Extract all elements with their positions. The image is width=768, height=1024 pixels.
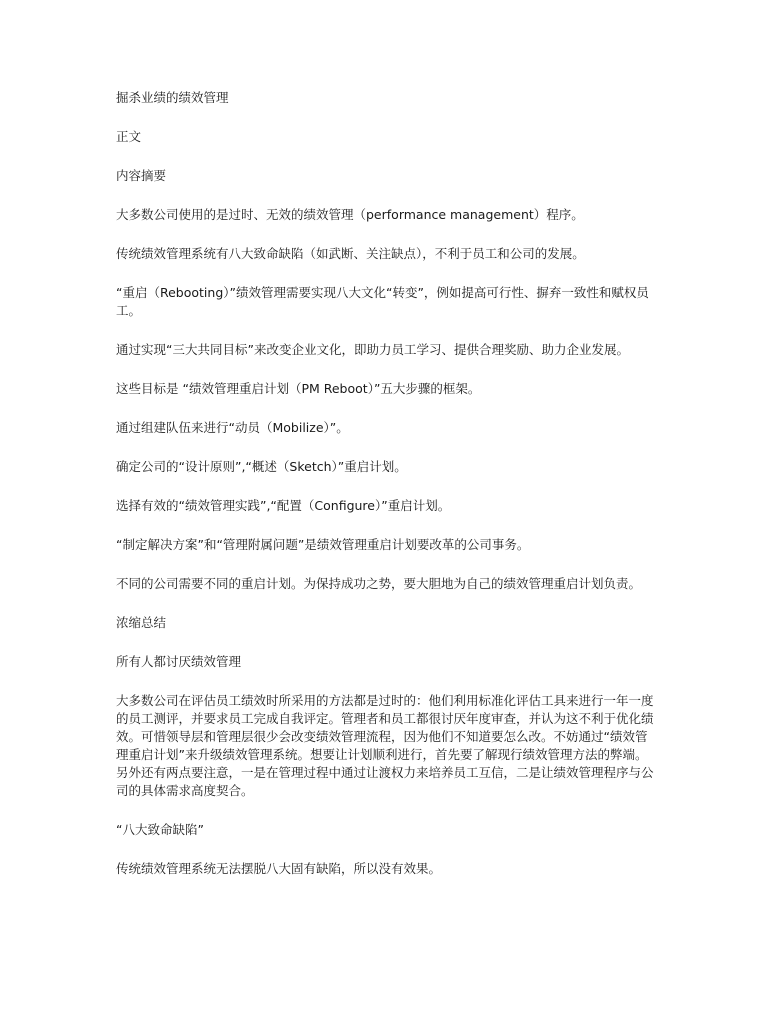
paragraph: 大多数公司在评估员工绩效时所采用的方法都是过时的：他们利用标准化评估工具来进行一年一度的员工测评，并要求员工完成自我评定。管理者和员工都很讨厌年度审查，并认为这不利于优化绩效。可惜领导层和管理层很少会改变绩效管理流程，因为他们不知道要怎么改。不妨通过“绩效管理重启计划”来升级绩效管理系统。想要让计划顺利进行，首先要了解现行绩效管理方法的弊端。另外还有两点要注意，一是在管理过程中通过让渡权力来培养员工互信，二是让绩效管理程序与公司的具体需求高度契合。 bbox=[116, 693, 654, 798]
section-heading-condensed-summary: 浓缩总结 bbox=[116, 615, 167, 630]
document-title: 掘杀业绩的绩效管理 bbox=[116, 90, 229, 105]
document-body bbox=[116, 89, 654, 899]
section-label-body: 正文 bbox=[116, 129, 142, 144]
paragraph: 通过实现“三大共同目标”来改变企业文化，即助力员工学习、提供合理奖励、助力企业发展。 bbox=[116, 342, 629, 357]
paragraph: 不同的公司需要不同的重启计划。为保持成功之势，要大胆地为自己的绩效管理重启计划负责。 bbox=[116, 576, 642, 591]
paragraph: 大多数公司使用的是过时、无效的绩效管理（performance management）程序。 bbox=[116, 207, 584, 222]
paragraph: “重启（Rebooting）”绩效管理需要实现八大文化“转变”，例如提高可行性、摒弃一致性和赋权员工。 bbox=[116, 285, 649, 318]
paragraph: 通过组建队伍来进行“动员（Mobilize）”。 bbox=[116, 420, 349, 435]
paragraph: 传统绩效管理系统有八大致命缺陷（如武断、关注缺点），不利于员工和公司的发展。 bbox=[116, 246, 585, 261]
subheading: 所有人都讨厌绩效管理 bbox=[116, 654, 242, 669]
subheading: “八大致命缺陷” bbox=[116, 822, 204, 837]
paragraph: “制定解决方案”和“管理附属问题”是绩效管理重启计划要改革的公司事务。 bbox=[116, 537, 530, 552]
paragraph: 确定公司的“设计原则”,“概述（Sketch）”重启计划。 bbox=[116, 459, 407, 474]
paragraph: 这些目标是 “绩效管理重启计划（PM Reboot）”五大步骤的框架。 bbox=[116, 381, 481, 396]
paragraph: 选择有效的“绩效管理实践”,“配置（Configure）”重启计划。 bbox=[116, 498, 451, 513]
paragraph: 传统绩效管理系统无法摆脱八大固有缺陷，所以没有效果。 bbox=[116, 861, 442, 876]
section-heading-summary: 内容摘要 bbox=[116, 168, 167, 183]
